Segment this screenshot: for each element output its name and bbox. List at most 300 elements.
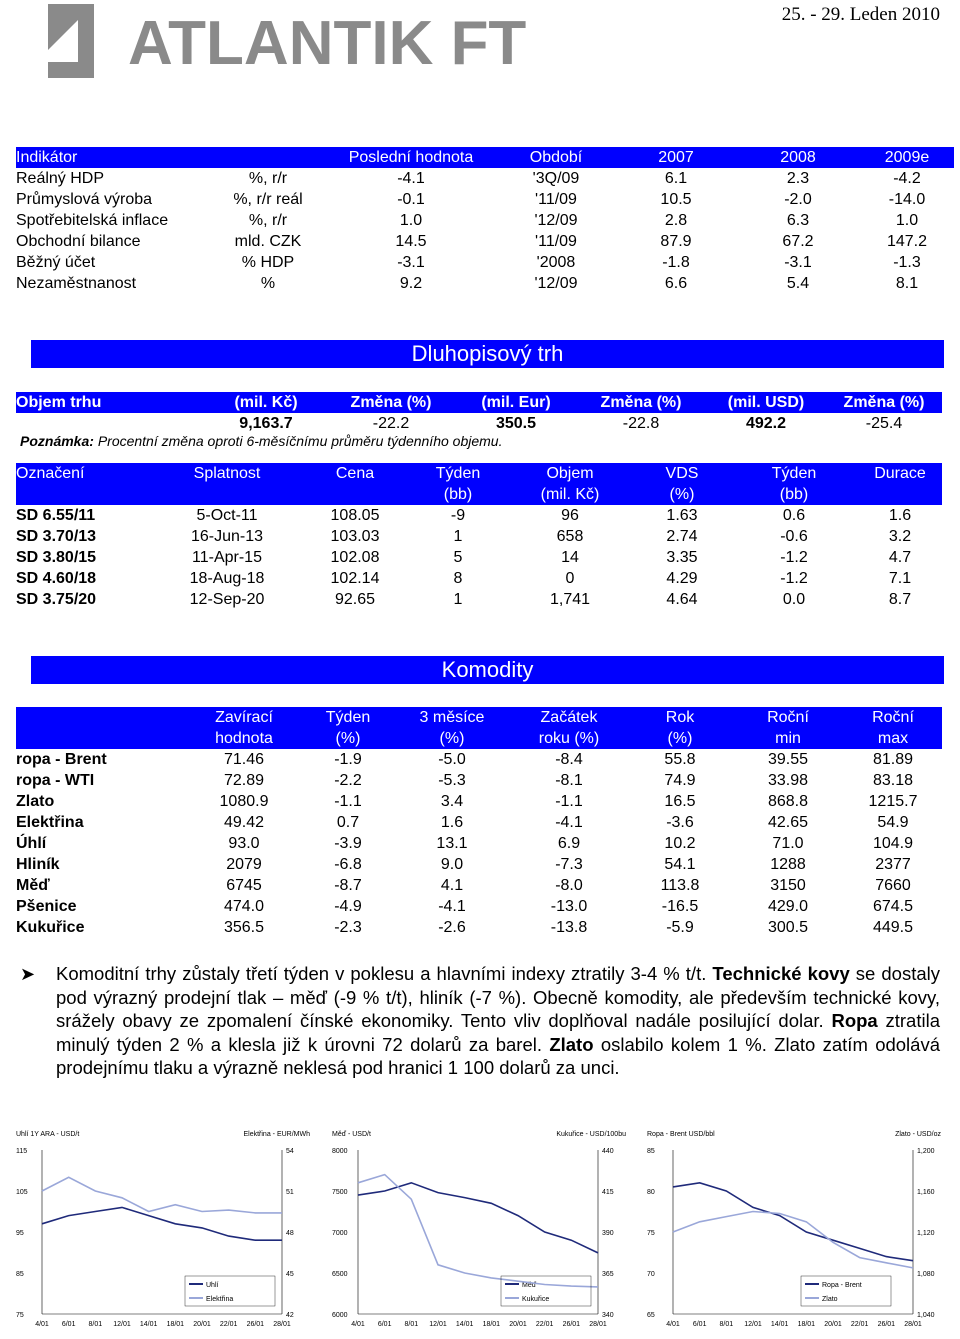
table-cell: -1.9 xyxy=(334,750,362,768)
table-cell: 7660 xyxy=(875,876,911,894)
table-cell: 93.0 xyxy=(228,834,260,852)
y-tick-right: 42 xyxy=(286,1312,294,1319)
table-cell: -4.1 xyxy=(438,897,466,915)
x-tick-label: 22/01 xyxy=(850,1321,869,1328)
table-cell: Úhlí xyxy=(16,834,47,852)
table-cell: 9.0 xyxy=(440,855,464,873)
table-cell: 83.18 xyxy=(872,771,914,789)
column-header xyxy=(16,484,154,505)
y-tick-left: 85 xyxy=(647,1148,655,1155)
column-header: Týden xyxy=(730,463,858,484)
table-row xyxy=(16,854,942,875)
table-cell: 104.9 xyxy=(872,834,914,852)
table-cell: -22.2 xyxy=(372,414,410,432)
table-cell: 5-Oct-11 xyxy=(196,506,258,524)
table-cell: 1080.9 xyxy=(219,792,269,810)
table-cell: 3.4 xyxy=(440,792,464,810)
logo-text: ATLANTIK FT xyxy=(128,9,527,78)
table-cell: -1.2 xyxy=(780,548,808,566)
column-header: (mil. Kč) xyxy=(206,392,326,413)
table-cell: 54.1 xyxy=(664,855,696,873)
table-cell: 2377 xyxy=(875,855,911,873)
table-cell: 13.1 xyxy=(436,834,468,852)
legend-label: Ropa - Brent xyxy=(822,1282,862,1289)
paragraph-segment: ztratila minulý týden 2 % a klesla již k úrovni 72 dolarů za barel. xyxy=(56,1010,940,1055)
table-cell: 71.0 xyxy=(772,834,804,852)
table-cell: -6.8 xyxy=(334,855,362,873)
x-tick-label: 14/01 xyxy=(139,1321,158,1328)
table-cell: 18-Aug-18 xyxy=(189,569,265,587)
table-cell: 6.6 xyxy=(664,274,688,292)
column-header: Období xyxy=(496,147,616,168)
table-cell: ropa - WTI xyxy=(16,771,95,789)
legend-label: Měď xyxy=(522,1282,537,1289)
table-cell: 67.2 xyxy=(782,232,814,250)
y-tick-left: 6500 xyxy=(332,1271,348,1278)
table-cell: -4.9 xyxy=(334,897,362,915)
x-tick-label: 4/01 xyxy=(666,1321,680,1328)
table-cell: 108.05 xyxy=(330,506,380,524)
table-cell: 6745 xyxy=(226,876,262,894)
column-header: Zavírací xyxy=(186,707,302,728)
table-cell: 8 xyxy=(453,569,463,587)
table-cell: 96 xyxy=(561,506,579,524)
table-cell: '12/09 xyxy=(534,211,578,229)
table-cell: 4.7 xyxy=(888,548,912,566)
table-cell: 4.29 xyxy=(666,569,698,587)
y-tick-left: 85 xyxy=(16,1271,24,1278)
series-line xyxy=(673,1183,913,1261)
table-row xyxy=(16,505,942,526)
table-cell: mld. CZK xyxy=(234,232,302,250)
table-cell: -25.4 xyxy=(865,414,903,432)
column-header xyxy=(16,707,186,728)
table-cell: 7.1 xyxy=(888,569,912,587)
table-cell: 3.35 xyxy=(666,548,698,566)
table-cell: -2.0 xyxy=(784,190,812,208)
table-cell: -3.1 xyxy=(784,253,812,271)
table-cell: 102.14 xyxy=(330,569,380,587)
table-row xyxy=(16,791,942,812)
table-cell: 658 xyxy=(556,527,584,545)
y-tick-left: 7000 xyxy=(332,1230,348,1237)
table-cell: 9.2 xyxy=(399,274,423,292)
note-text: Procentní změna oproti 6-měsíčnímu průměru týdenního objemu. xyxy=(97,433,503,449)
table-cell: %, r/r xyxy=(248,211,288,229)
table-cell: 14.5 xyxy=(395,232,427,250)
column-header: Durace xyxy=(858,463,942,484)
table-cell: Zlato xyxy=(16,792,55,810)
x-tick-label: 12/01 xyxy=(744,1321,762,1328)
table-cell: 1,741 xyxy=(549,590,591,608)
table-cell: 92.65 xyxy=(334,590,376,608)
chart-coal-electricity xyxy=(14,1124,314,1334)
bond-volume-table xyxy=(16,392,942,434)
commodity-header-row xyxy=(16,707,942,728)
column-header: (mil. Kč) xyxy=(506,484,634,505)
y-tick-right: 415 xyxy=(602,1189,614,1196)
table-cell: -3.6 xyxy=(666,813,694,831)
table-cell: 449.5 xyxy=(872,918,914,936)
table-cell: '3Q/09 xyxy=(532,169,580,187)
table-row xyxy=(16,273,954,294)
table-cell: -8.4 xyxy=(555,750,583,768)
paragraph-segment: Zlato xyxy=(549,1033,594,1055)
y-tick-right: 1,200 xyxy=(917,1148,935,1155)
x-tick-label: 18/01 xyxy=(482,1321,501,1328)
table-cell: SD 3.75/20 xyxy=(16,590,97,608)
table-cell: -1.1 xyxy=(555,792,583,810)
table-cell: 3150 xyxy=(770,876,806,894)
chart-title-left: Měď - USD/t xyxy=(332,1131,371,1138)
y-tick-right: 1,080 xyxy=(917,1271,935,1278)
table-cell: -1.3 xyxy=(893,253,921,271)
column-header: hodnota xyxy=(186,728,302,749)
column-header: (mil. Eur) xyxy=(456,392,576,413)
column-header: Splatnost xyxy=(154,463,300,484)
table-cell: -3.1 xyxy=(397,253,425,271)
table-row xyxy=(16,413,942,434)
table-cell: 1215.7 xyxy=(868,792,918,810)
table-row xyxy=(16,168,954,189)
x-tick-label: 8/01 xyxy=(719,1321,734,1328)
table-cell: 6.3 xyxy=(786,211,810,229)
x-tick-label: 6/01 xyxy=(61,1321,76,1328)
bond-section-title: Dluhopisový trh xyxy=(31,340,944,368)
table-cell: -1.1 xyxy=(334,792,362,810)
column-header: VDS xyxy=(634,463,730,484)
table-cell: -8.1 xyxy=(555,771,583,789)
chart-title-right: Kukuřice - USD/100bu xyxy=(556,1131,626,1138)
x-tick-label: 14/01 xyxy=(455,1321,474,1328)
legend-label: Uhlí xyxy=(206,1282,219,1289)
table-cell: 5 xyxy=(453,548,463,566)
bullet-arrow-icon: ➤ xyxy=(20,964,36,984)
table-cell: 147.2 xyxy=(886,232,928,250)
table-cell: Reálný HDP xyxy=(16,169,105,187)
y-tick-left: 105 xyxy=(16,1189,28,1196)
y-tick-right: 1,040 xyxy=(917,1312,935,1319)
y-tick-right: 48 xyxy=(286,1230,294,1237)
table-row xyxy=(16,231,954,252)
commodity-header-row xyxy=(16,728,942,749)
x-tick-label: 4/01 xyxy=(35,1321,49,1328)
chart-title-right: Elektřina - EUR/MWh xyxy=(243,1131,310,1138)
y-tick-left: 6000 xyxy=(332,1312,348,1319)
table-row xyxy=(16,812,942,833)
table-cell: 10.2 xyxy=(664,834,696,852)
table-cell: 87.9 xyxy=(660,232,692,250)
y-tick-right: 340 xyxy=(602,1312,614,1319)
table-cell: -16.5 xyxy=(661,897,699,915)
table-cell: 2.8 xyxy=(664,211,688,229)
table-cell: 1 xyxy=(453,527,463,545)
table-cell: 492.2 xyxy=(745,414,787,432)
paragraph-segment: Ropa xyxy=(831,1010,878,1031)
table-cell: -7.3 xyxy=(555,855,583,873)
table-cell: 429.0 xyxy=(767,897,809,915)
column-header xyxy=(154,484,300,505)
column-header: Objem trhu xyxy=(16,392,206,413)
macro-header-row xyxy=(16,147,954,168)
table-cell: 1.0 xyxy=(895,211,919,229)
table-row xyxy=(16,589,942,610)
report-date: 25. - 29. Leden 2010 xyxy=(781,4,940,25)
table-row xyxy=(16,749,942,770)
table-cell: 14 xyxy=(561,548,579,566)
column-header xyxy=(300,484,410,505)
x-tick-label: 8/01 xyxy=(88,1321,103,1328)
column-header: Objem xyxy=(506,463,634,484)
table-cell: -4.1 xyxy=(397,169,425,187)
table-cell: 16.5 xyxy=(664,792,696,810)
table-cell: -2.2 xyxy=(334,771,362,789)
note-label: Poznámka: xyxy=(20,433,94,449)
table-cell: 74.9 xyxy=(664,771,696,789)
paragraph-segment: Komoditní trhy zůstaly třetí týden v poklesu a hlavními indexy ztratily 3-4 % t/t. xyxy=(56,963,713,984)
table-cell: 3.2 xyxy=(888,527,912,545)
table-cell: 8.1 xyxy=(895,274,919,292)
table-cell: 2.3 xyxy=(786,169,810,187)
column-header: Změna (%) xyxy=(576,392,706,413)
table-cell: 2.74 xyxy=(666,527,698,545)
x-tick-label: 20/01 xyxy=(824,1321,842,1328)
table-cell: 868.8 xyxy=(767,792,809,810)
x-tick-label: 18/01 xyxy=(166,1321,185,1328)
table-cell: %, r/r xyxy=(248,169,288,187)
table-cell: 1.63 xyxy=(666,506,698,524)
y-tick-left: 75 xyxy=(647,1230,655,1237)
chart-brent-gold xyxy=(645,1124,945,1334)
column-header: Označení xyxy=(16,463,154,484)
table-cell: Obchodní bilance xyxy=(16,232,141,250)
atlantik-logo xyxy=(48,4,528,80)
x-tick-label: 12/01 xyxy=(113,1321,131,1328)
chart-title-left: Ropa - Brent USD/bbl xyxy=(647,1131,715,1138)
x-tick-label: 22/01 xyxy=(219,1321,238,1328)
table-cell: -1.2 xyxy=(780,569,808,587)
column-header: (%) xyxy=(394,728,510,749)
table-cell: 1.6 xyxy=(440,813,464,831)
table-cell: '12/09 xyxy=(534,274,578,292)
column-header: Změna (%) xyxy=(826,392,942,413)
table-row xyxy=(16,875,942,896)
y-tick-left: 65 xyxy=(647,1312,655,1319)
paragraph-segment: oslabilo kolem 1 %. Zlato zatím odolává prodejnímu tlaku a výrazně neklesá pod hranici 1 100 dolarů za unci. xyxy=(56,1033,940,1078)
table-cell: -5.0 xyxy=(438,750,466,768)
table-cell: SD 6.55/11 xyxy=(16,506,96,524)
table-cell: -5.3 xyxy=(438,771,466,789)
x-tick-label: 22/01 xyxy=(535,1321,554,1328)
table-cell: -13.0 xyxy=(550,897,588,915)
column-header: 2008 xyxy=(736,147,860,168)
table-row xyxy=(16,896,942,917)
series-line xyxy=(673,1212,913,1268)
table-cell: 10.5 xyxy=(660,190,692,208)
table-row xyxy=(16,917,942,938)
x-tick-label: 28/01 xyxy=(273,1321,291,1328)
table-cell: Elektřina xyxy=(16,813,84,831)
y-tick-right: 54 xyxy=(286,1148,294,1155)
y-tick-left: 80 xyxy=(647,1189,655,1196)
column-header: (bb) xyxy=(410,484,506,505)
table-cell: -8.0 xyxy=(555,876,583,894)
table-cell: 0.0 xyxy=(782,590,806,608)
column-header: (bb) xyxy=(730,484,858,505)
table-cell: 0.7 xyxy=(336,813,360,831)
y-tick-left: 95 xyxy=(16,1230,24,1237)
chart-title-left: Uhlí 1Y ARA - USD/t xyxy=(16,1131,80,1138)
table-row xyxy=(16,833,942,854)
table-cell: 72.89 xyxy=(223,771,265,789)
legend-label: Kukuřice xyxy=(522,1296,550,1303)
table-cell: -1.8 xyxy=(662,253,690,271)
table-cell: SD 3.70/13 xyxy=(16,527,97,545)
table-cell: % HDP xyxy=(241,253,295,271)
table-cell: Pšenice xyxy=(16,897,77,915)
table-cell: Průmyslová výroba xyxy=(16,190,153,208)
table-cell: '11/09 xyxy=(535,190,577,208)
y-tick-right: 51 xyxy=(286,1189,294,1196)
table-cell: 474.0 xyxy=(223,897,265,915)
x-tick-label: 12/01 xyxy=(429,1321,447,1328)
table-cell: SD 3.80/15 xyxy=(16,548,97,566)
table-cell: 6.1 xyxy=(664,169,688,187)
y-tick-left: 70 xyxy=(647,1271,655,1278)
table-cell: 103.03 xyxy=(330,527,380,545)
table-cell: -13.8 xyxy=(550,918,588,936)
table-cell: -4.2 xyxy=(893,169,921,187)
column-header xyxy=(858,484,942,505)
legend-label: Zlato xyxy=(822,1296,838,1303)
table-cell: -8.7 xyxy=(334,876,362,894)
table-cell: -14.0 xyxy=(888,190,926,208)
y-tick-right: 440 xyxy=(602,1148,614,1155)
table-cell: ropa - Brent xyxy=(16,750,107,768)
chart-copper-corn xyxy=(330,1124,630,1334)
bond-note xyxy=(20,433,502,449)
column-header: Indikátor xyxy=(16,147,210,168)
table-cell: 102.08 xyxy=(330,548,380,566)
table-cell: 350.5 xyxy=(495,414,537,432)
table-cell: 39.55 xyxy=(767,750,809,768)
y-tick-right: 390 xyxy=(602,1230,614,1237)
table-cell: 12-Sep-20 xyxy=(189,590,265,608)
x-tick-label: 18/01 xyxy=(797,1321,816,1328)
y-tick-right: 365 xyxy=(602,1271,614,1278)
table-cell: Nezaměstnanost xyxy=(16,274,137,292)
table-cell: 2079 xyxy=(226,855,262,873)
paragraph-segment: Technické kovy xyxy=(712,963,850,984)
table-cell: 16-Jun-13 xyxy=(190,527,264,545)
table-cell: -0.6 xyxy=(780,527,808,545)
x-tick-label: 4/01 xyxy=(351,1321,365,1328)
table-cell: -3.9 xyxy=(334,834,362,852)
table-cell: 4.64 xyxy=(666,590,698,608)
table-cell: -0.1 xyxy=(397,190,425,208)
table-cell: 55.8 xyxy=(664,750,696,768)
column-header: Změna (%) xyxy=(326,392,456,413)
commodities-commentary xyxy=(56,962,940,1080)
paragraph-segment: se dostaly pod výrazný prodejní tlak – měď (-9 % t/t), hliník (-7 %). Obecně komodity, ale především technické kovy, srážely obavy ze zpomalení čínské ekonomiky. Tento vliv doplňoval nadále posilující dolar. xyxy=(56,963,941,1031)
volume-header-row xyxy=(16,392,942,413)
table-cell: -4.1 xyxy=(555,813,583,831)
y-tick-right: 45 xyxy=(286,1271,294,1278)
table-cell: 42.65 xyxy=(767,813,809,831)
table-cell: 9,163.7 xyxy=(239,414,293,432)
x-tick-label: 28/01 xyxy=(589,1321,607,1328)
table-cell: 4.1 xyxy=(440,876,464,894)
table-cell: '2008 xyxy=(536,253,576,271)
table-cell xyxy=(16,413,206,434)
x-tick-label: 14/01 xyxy=(770,1321,789,1328)
column-header: (%) xyxy=(628,728,732,749)
column-header: Poslední hodnota xyxy=(326,147,496,168)
x-tick-label: 20/01 xyxy=(509,1321,527,1328)
column-header: min xyxy=(732,728,844,749)
table-cell: 11-Apr-15 xyxy=(192,548,262,566)
commodities-section-title: Komodity xyxy=(31,656,944,684)
column-header: Rok xyxy=(628,707,732,728)
table-cell: 0.6 xyxy=(782,506,806,524)
table-row xyxy=(16,252,954,273)
table-cell: 300.5 xyxy=(767,918,809,936)
table-cell: 5.4 xyxy=(786,274,810,292)
column-header: Týden xyxy=(410,463,506,484)
table-cell: 8.7 xyxy=(888,590,912,608)
table-cell: -2.6 xyxy=(438,918,466,936)
series-line xyxy=(358,1175,598,1287)
table-row xyxy=(16,568,942,589)
column-header: (mil. USD) xyxy=(706,392,826,413)
table-cell: 71.46 xyxy=(223,750,265,768)
y-tick-right: 1,120 xyxy=(917,1230,935,1237)
table-row xyxy=(16,526,942,547)
column-header: Roční xyxy=(732,707,844,728)
table-row xyxy=(16,547,942,568)
column-header: Začátek xyxy=(510,707,628,728)
y-tick-left: 75 xyxy=(16,1312,24,1319)
table-cell: Spotřebitelská inflace xyxy=(16,211,169,229)
table-cell: 113.8 xyxy=(660,876,700,894)
column-header: roku (%) xyxy=(510,728,628,749)
x-tick-label: 26/01 xyxy=(562,1321,581,1328)
x-tick-label: 26/01 xyxy=(877,1321,896,1328)
bond-table xyxy=(16,463,942,610)
table-cell: 33.98 xyxy=(767,771,809,789)
table-cell: 81.89 xyxy=(872,750,914,768)
table-row xyxy=(16,770,942,791)
column-header xyxy=(16,728,186,749)
table-cell: Hliník xyxy=(16,855,60,873)
table-cell: 1 xyxy=(453,590,463,608)
legend-label: Elektřina xyxy=(206,1296,234,1303)
table-cell: Měď xyxy=(16,876,50,894)
table-row xyxy=(16,189,954,210)
table-cell: 1.6 xyxy=(888,506,912,524)
chart-title-right: Zlato - USD/oz xyxy=(895,1131,941,1138)
column-header: (%) xyxy=(302,728,394,749)
table-cell: Běžný účet xyxy=(16,253,96,271)
column-header: (%) xyxy=(634,484,730,505)
table-cell: '11/09 xyxy=(535,232,577,250)
table-cell: Kukuřice xyxy=(16,918,85,936)
table-cell: 54.9 xyxy=(877,813,909,831)
table-cell: 356.5 xyxy=(223,918,265,936)
macro-table xyxy=(16,147,954,294)
x-tick-label: 28/01 xyxy=(904,1321,922,1328)
bond-header-row xyxy=(16,484,942,505)
